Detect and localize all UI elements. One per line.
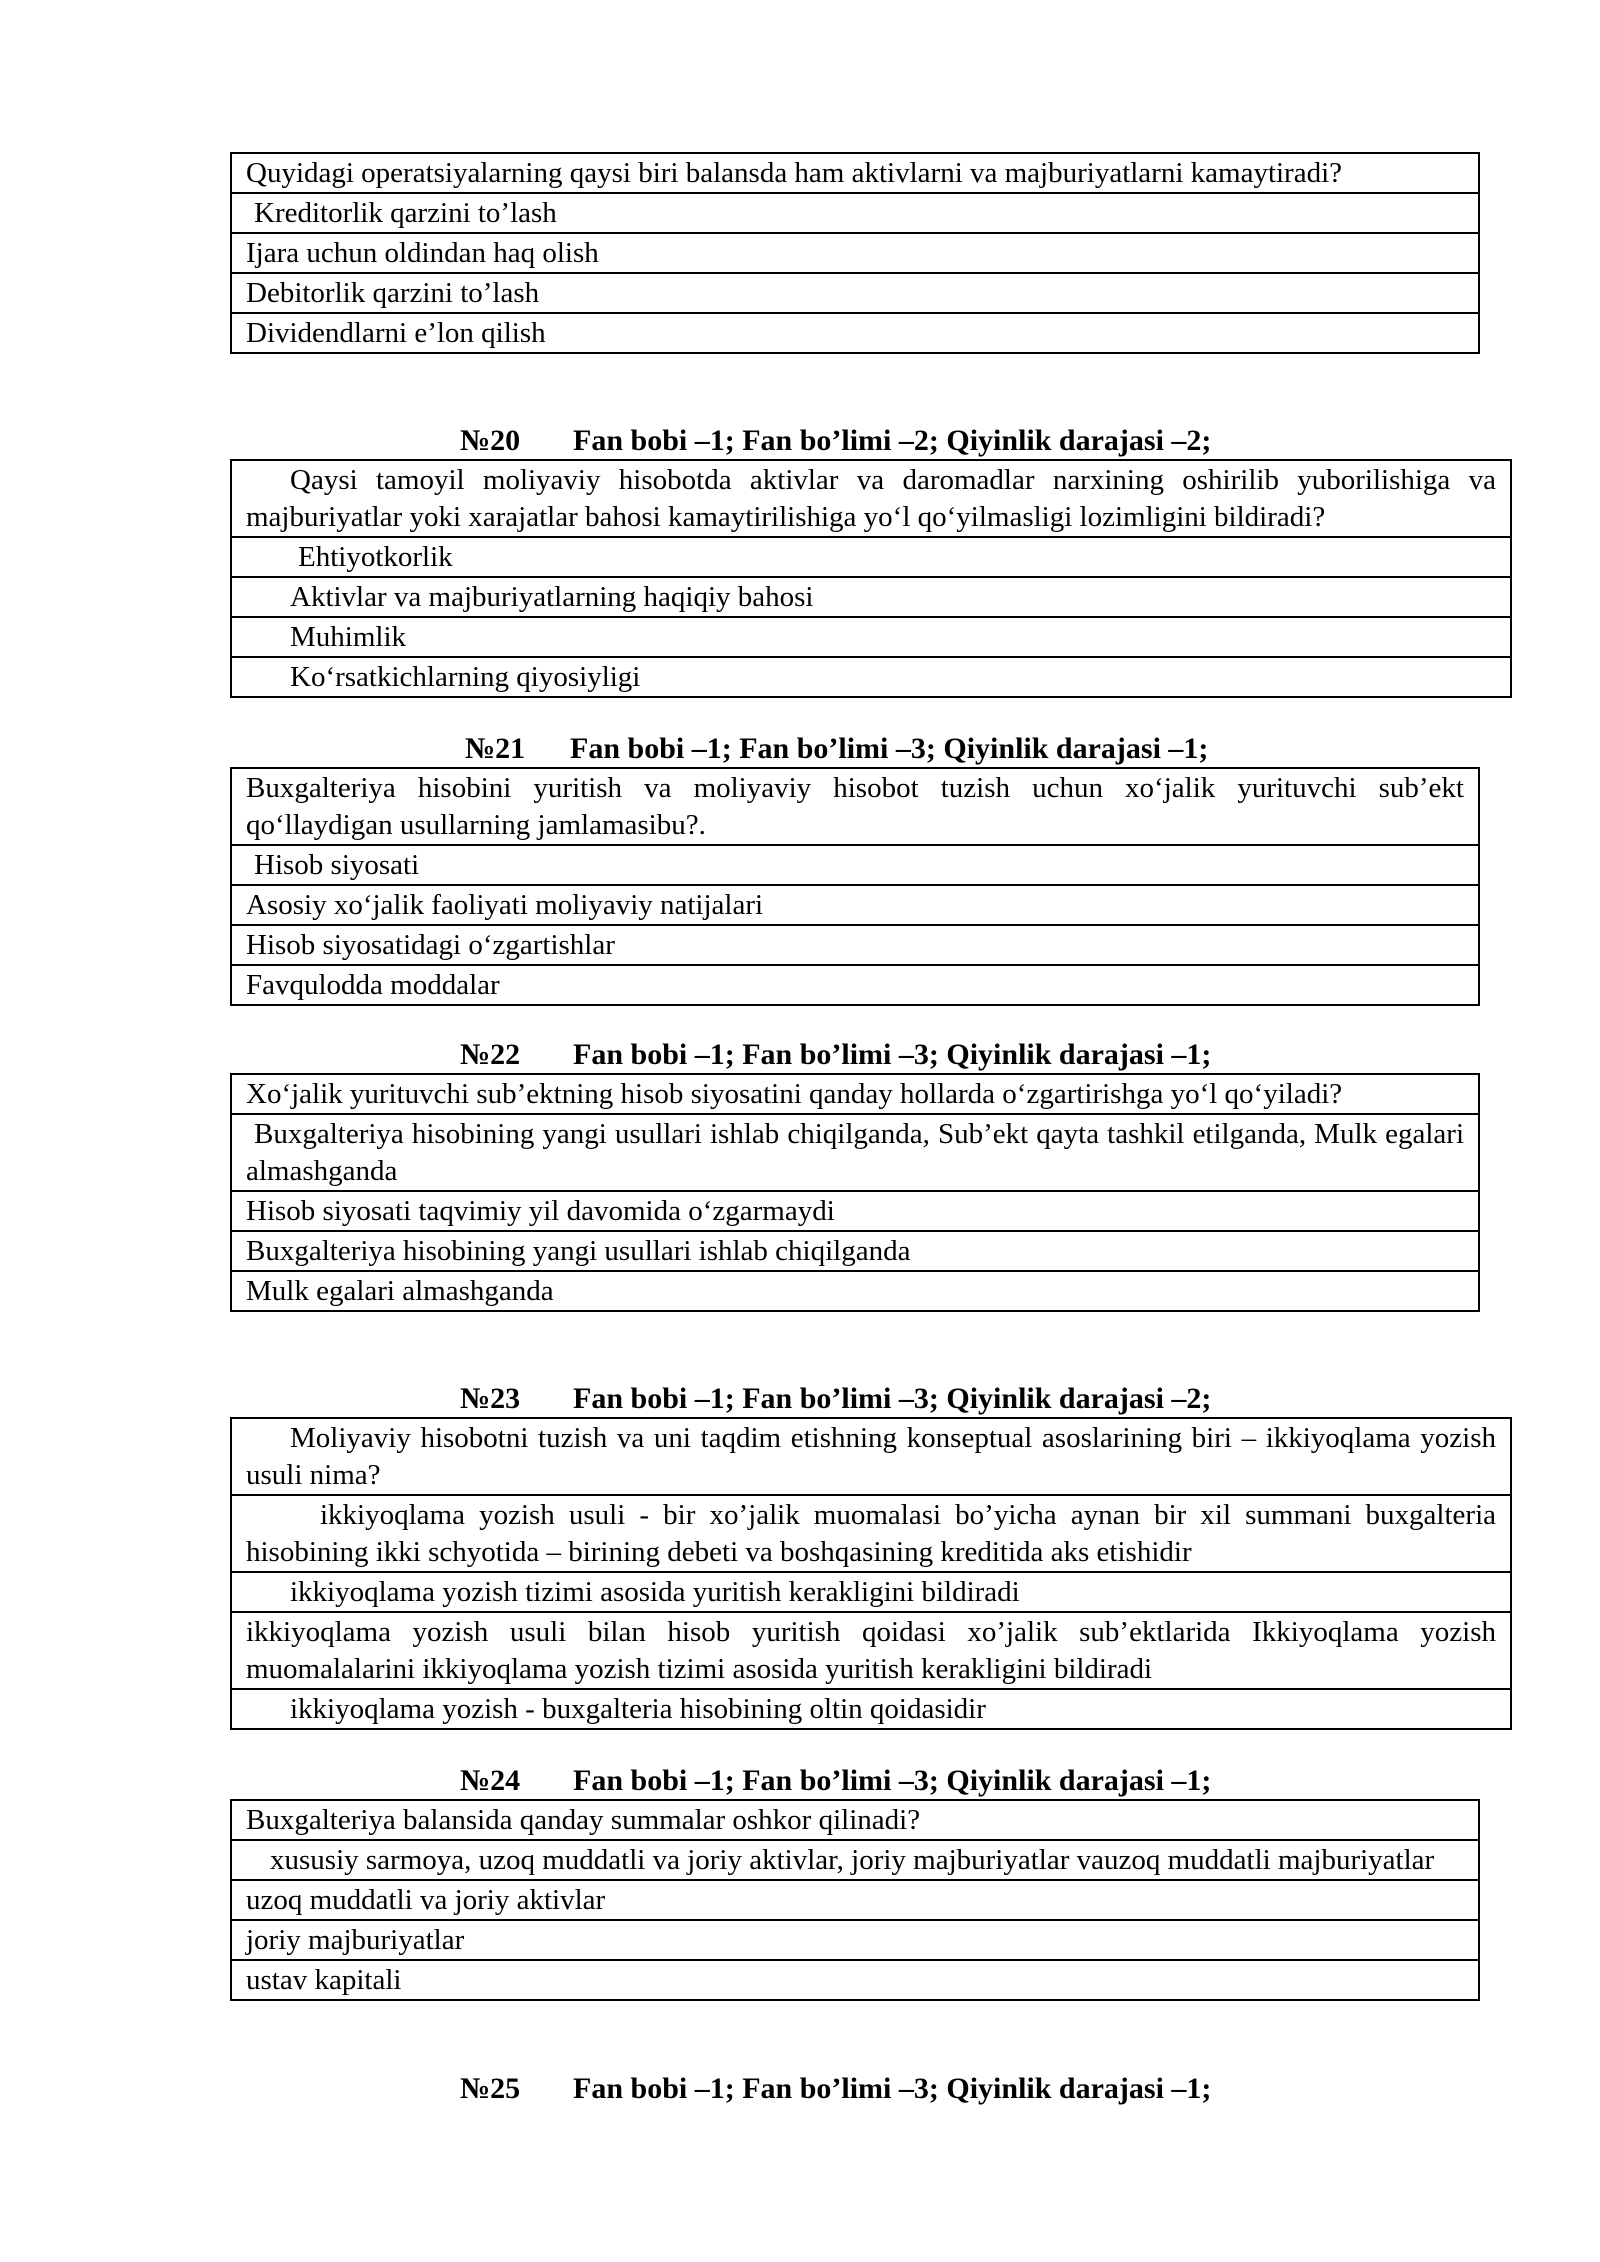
question-row [231,768,1479,845]
answer-text: Dividendlarni e’lon qilish [231,313,1479,353]
question-heading-22 [0,1036,1250,1074]
answer-text: ikkiyoqlama yozish usuli - bir xo’jalik muomalasi bo’yicha aynan bir xil summani buxgalteria hisobining ikki schyotida – birining debeti va boshqasining kreditida aks etishidir [231,1495,1511,1572]
answer-row [231,273,1479,313]
answer-text: xususiy sarmoya, uzoq muddatli va joriy aktivlar, joriy majburiyatlar vauzoq muddatli majburiyatlar [231,1840,1479,1880]
answer-row [231,1271,1479,1311]
question-heading-20 [0,422,1250,460]
answer-text: Favqulodda moddalar [231,965,1479,1005]
answer-row [231,537,1511,577]
question-heading-23 [0,1380,1250,1418]
question-text: Qaysi tamoyil moliyaviy hisobotda aktivlar va daromadlar narxining oshirilib yuborilishiga va majburiyatlar yoki xarajatlar bahosi kamaytirilishiga yo‘l qo‘yilmasligi lozimligini bildiradi? [231,460,1511,537]
question-text: Buxgalteriya balansida qanday summalar oshkor qilinadi? [231,1800,1479,1840]
answer-text: Ijara uchun oldindan haq olish [231,233,1479,273]
answer-row [231,313,1479,353]
answer-text: Hisob siyosatidagi o‘zgartishlar [231,925,1479,965]
question-meta: Fan bobi –1; Fan bo’limi –3; Qiyinlik darajasi –1; [573,1764,1212,1797]
answer-text: Ehtiyotkorlik [231,537,1511,577]
answer-text: joriy majburiyatlar [231,1920,1479,1960]
question-meta: Fan bobi –1; Fan bo’limi –3; Qiyinlik darajasi –1; [573,2072,1212,2105]
answer-text: ikkiyoqlama yozish - buxgalteria hisobining oltin qoidasidir [231,1689,1511,1729]
answer-row [231,1572,1511,1612]
answer-row [231,845,1479,885]
question-meta: Fan bobi –1; Fan bo’limi –3; Qiyinlik darajasi –1; [573,1038,1212,1071]
answer-row [231,1960,1479,2000]
answer-row [231,617,1511,657]
question-row [231,460,1511,537]
question-heading-24 [0,1762,1250,1800]
answer-row [231,1114,1479,1191]
question-text: Buxgalteriya hisobini yuritish va moliyaviy hisobot tuzish uchun xo‘jalik yurituvchi sub’ekt qo‘llaydigan usullarning jamlamasibu?. [231,768,1479,845]
answer-text: Hisob siyosati [231,845,1479,885]
answer-row [231,1689,1511,1729]
answer-row [231,1880,1479,1920]
answer-row [231,577,1511,617]
answer-row [231,1191,1479,1231]
question-row [231,153,1479,193]
question-meta: Fan bobi –1; Fan bo’limi –3; Qiyinlik darajasi –2; [573,1382,1212,1415]
question-number: №22 [460,1038,521,1071]
question-number: №23 [460,1382,521,1415]
answer-row [231,1612,1511,1689]
question-meta: Fan bobi –1; Fan bo’limi –2; Qiyinlik darajasi –2; [573,424,1212,457]
question-text: Moliyaviy hisobotni tuzish va uni taqdim etishning konseptual asoslarining biri – ikkiyoqlama yozish usuli nima? [231,1418,1511,1495]
answer-row [231,1920,1479,1960]
question-heading-21 [0,730,1250,768]
answer-text: Aktivlar va majburiyatlarning haqiqiy bahosi [231,577,1511,617]
answer-row [231,925,1479,965]
question-row [231,1418,1511,1495]
answer-text: ikkiyoqlama yozish tizimi asosida yuritish kerakligini bildiradi [231,1572,1511,1612]
question-text: Xo‘jalik yurituvchi sub’ektning hisob siyosatini qanday hollarda o‘zgartirishga yo‘l qo‘yiladi? [231,1074,1479,1114]
question-table-24 [230,1799,1480,2001]
question-heading-25 [0,2070,1250,2108]
answer-text: Asosiy xo‘jalik faoliyati moliyaviy natijalari [231,885,1479,925]
answer-row [231,657,1511,697]
answer-row [231,193,1479,233]
question-table-20 [230,459,1512,698]
question-number: №24 [460,1764,521,1797]
answer-text: Kreditorlik qarzini to’lash [231,193,1479,233]
answer-text: Buxgalteriya hisobining yangi usullari ishlab chiqilganda [231,1231,1479,1271]
answer-row [231,1495,1511,1572]
answer-text: ikkiyoqlama yozish usuli bilan hisob yuritish qoidasi xo’jalik sub’ektlarida Ikkiyoqlama yozish muomalalarini ikkiyoqlama yozish tizimi asosida yuritish kerakligini bildiradi [231,1612,1511,1689]
answer-row [231,885,1479,925]
answer-text: Muhimlik [231,617,1511,657]
answer-row [231,1231,1479,1271]
answer-text: Hisob siyosati taqvimiy yil davomida o‘zgarmaydi [231,1191,1479,1231]
question-number: №20 [460,424,521,457]
question-text: Quyidagi operatsiyalarning qaysi biri balansda ham aktivlarni va majburiyatlarni kamaytiradi? [231,153,1479,193]
answer-text: Ko‘rsatkichlarning qiyosiyligi [231,657,1511,697]
answer-text: Debitorlik qarzini to’lash [231,273,1479,313]
question-table-21 [230,767,1480,1006]
question-number: №21 [465,732,526,765]
question-row [231,1800,1479,1840]
question-table-19 [230,152,1480,354]
answer-row [231,1840,1479,1880]
answer-text: Buxgalteriya hisobining yangi usullari ishlab chiqilganda, Sub’ekt qayta tashkil etilganda, Mulk egalari almashganda [231,1114,1479,1191]
answer-text: uzoq muddatli va joriy aktivlar [231,1880,1479,1920]
answer-text: Mulk egalari almashganda [231,1271,1479,1311]
question-meta: Fan bobi –1; Fan bo’limi –3; Qiyinlik darajasi –1; [570,732,1209,765]
question-row [231,1074,1479,1114]
question-number: №25 [460,2072,521,2105]
question-table-23 [230,1417,1512,1730]
question-table-22 [230,1073,1480,1312]
answer-row [231,965,1479,1005]
answer-row [231,233,1479,273]
answer-text: ustav kapitali [231,1960,1479,2000]
